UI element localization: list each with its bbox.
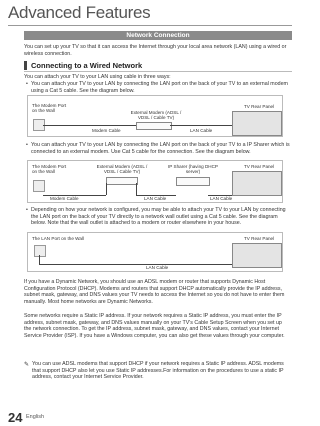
title-rule [8,25,292,26]
lan-cable-label: LAN Cable [190,128,213,133]
modem-cable-label: Modem Cable [92,128,121,133]
tv-label: TV Rear Panel [244,164,275,169]
bullet-text: Depending on how your network is configured, you may be able to attach your TV to your LAN by connecting the LAN port on the back of your TV directly to a network wall outlet using a Cat 5 cable. See the diagram below. Note that the wall outlet is attached to a modem or router elsewhere in your house. [31,207,286,227]
bullet-text: You can attach your TV to your LAN by connecting the LAN port on the back of your TV to a IP Sharer which is connected to an external modem. Use Cat 5 cable for the connection. See the diagram below. [31,142,290,155]
subheading [24,60,292,72]
dynamic-network-paragraph: If you have a Dynamic Network, you should use an ADSL modem or router that supports Dynamic Host Configuration Protocol (DHCP). Modems and routers that support DHCP automatically provide the IP address, subnet mask, gateway, and DNS values your TV needs to access the Internet so you do not have to enter them manually. Most home networks are Dynamic Networks. [24,279,285,305]
tv-rear-panel-icon [232,243,282,268]
wall-label: The Modem Port on the Wall [32,164,67,175]
lan-cable-line [170,125,232,126]
tv-label: TV Rear Panel [244,236,275,241]
intro-paragraph: You can set up your TV so that it can access the Internet through your local area network (LAN) using a wired or wireless connection. [24,44,287,57]
modem-cable-line [43,125,136,126]
tv-rear-panel-icon [232,111,282,136]
modem-label: External Modem (ADSL / VDSL / Cable TV) [96,164,148,175]
footer-language: English [26,414,45,420]
bullet-dot: • [26,207,28,213]
lan-cable-label: LAN Cable [146,265,169,270]
lan-cable-riser-1 [136,183,137,195]
diagram-ip-sharer [27,160,283,203]
bullet-dot: • [26,81,28,87]
wall-label: The Modem Port on the Wall [32,103,67,114]
bullet-3 [24,207,290,227]
modem-cable-label: Modem Cable [50,196,79,201]
wall-label: The LAN Port on the Wall [32,236,84,241]
lan-cable-riser [39,255,40,264]
modem-icon [136,122,172,130]
section-title-bar: Network Connection [24,31,292,40]
note-icon: ✎ [24,362,30,368]
lead-paragraph: You can attach your TV to your LAN using cable in three ways: [24,74,171,80]
diagram-wall-lan [27,232,283,272]
tv-rear-panel-icon [232,171,282,196]
bullet-1 [24,81,290,94]
page-title: Advanced Features [8,3,151,22]
lan-cable-line [39,264,232,265]
modem-cable-riser [106,183,107,195]
bullet-text: You can attach your TV to your LAN by connecting the LAN port on the back of your TV to an external modem using a Cat 5 cable. See the diagram below. [31,81,288,94]
subheading-text: Connecting to a Wired Network [31,61,143,70]
note-paragraph: You can use ADSL modems that support DHCP if your network requires a Static IP address. ADSL modems that support DHCP also let you use Static IP addresses.For information on the procedures to use a static IP address, contact your Internet Service Provider. [32,361,284,381]
lan-cable-label-2: LAN Cable [210,196,233,201]
page-number: 24 [8,410,23,425]
bullet-dot: • [26,142,28,148]
static-ip-paragraph: Some networks require a Static IP address. If your network requires a Static IP address, you must enter the IP address, subnet mask, gateway, and DNS values manually on your TV's Cable Setup Screen when you set up the network connection. To get the IP address, subnet mask, gateway, and DNS values, contact your Internet Service Provider (ISP). If you have a Windows computer, you can also get these values through your computer. [24,313,285,339]
wall-port-icon [33,180,45,192]
ip-sharer-icon [176,177,210,186]
lan-cable-label-1: LAN Cable [144,196,167,201]
ip-sharer-label: IP Sharer (having DHCP server) [168,164,218,175]
subheading-marker [24,61,27,70]
tv-label: TV Rear Panel [244,104,275,109]
diagram-modem [27,95,283,137]
wall-port-icon [34,245,46,257]
modem-label: External Modem (ADSL / VDSL / Cable TV) [130,110,182,121]
bullet-2 [24,142,290,155]
modem-icon [106,177,138,185]
